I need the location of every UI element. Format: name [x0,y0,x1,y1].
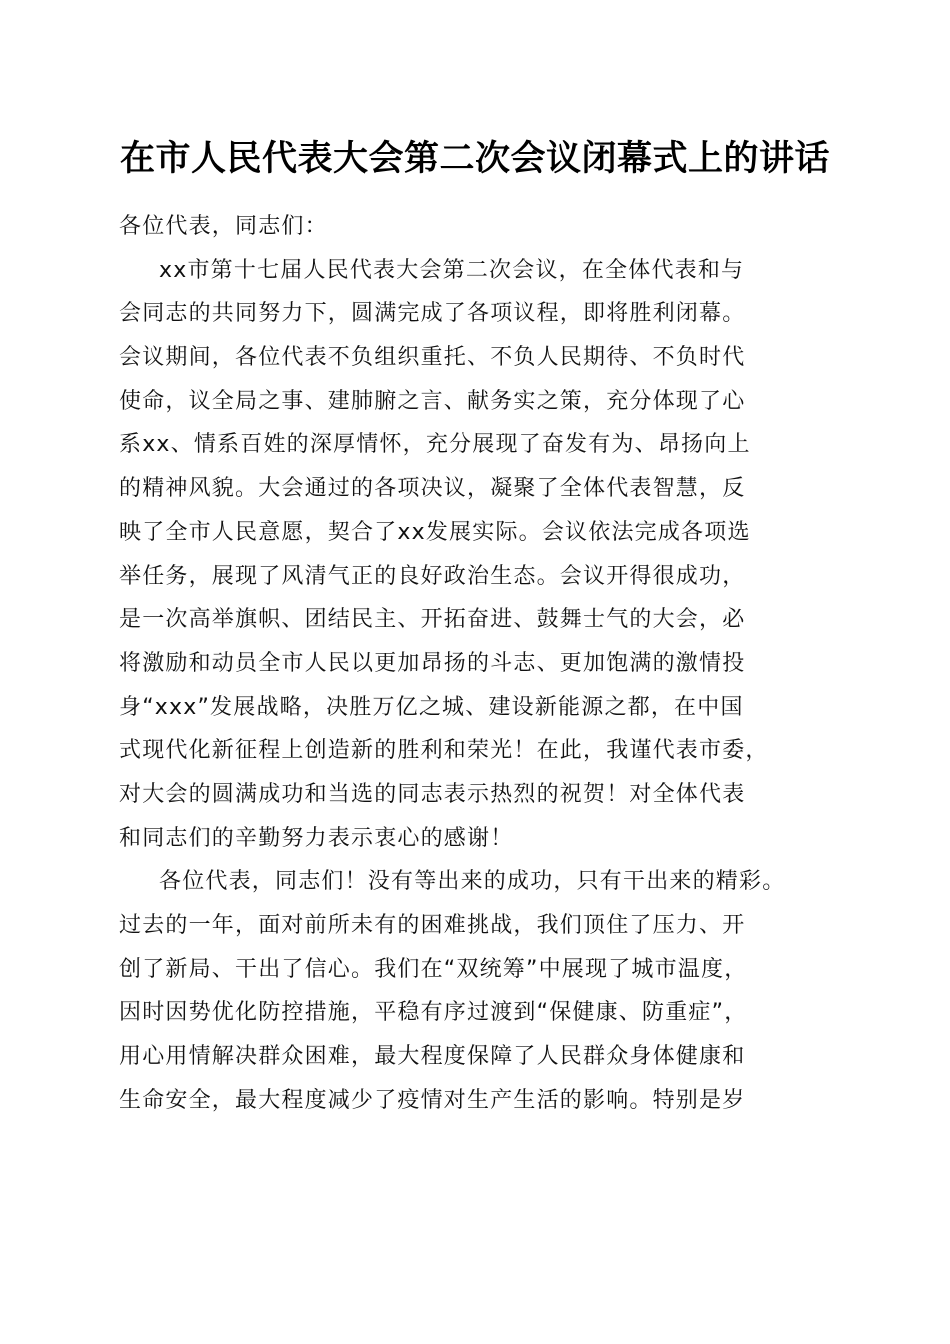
paragraph-1-line-9: 是一次高举旗帜、团结民主、开拓奋进、鼓舞士气的大会，必 [119,607,746,633]
paragraph-2-line-6: 生命安全，最大程度减少了疫情对生产生活的影响。特别是岁 [119,1087,746,1113]
paragraph-1-line-1: xx市第十七届人民代表大会第二次会议，在全体代表和与 [159,257,745,283]
paragraph-2-line-2: 过去的一年，面对前所未有的困难挑战，我们顶住了压力、开 [119,913,746,938]
paragraph-1-line-5: 系xx、情系百姓的深厚情怀，充分展现了奋发有为、昂扬向上 [119,432,751,458]
salutation: 各位代表，同志们： [119,214,328,239]
paragraph-1-line-4: 使命，议全局之事、建肺腑之言、献务实之策，充分体现了心 [119,388,746,414]
paragraph-2-line-5: 用心用情解决群众困难，最大程度保障了人民群众身体健康和 [119,1044,746,1070]
paragraph-1-line-14: 和同志们的辛勤努力表示衷心的感谢！ [119,825,514,851]
paragraph-2-line-3: 创了新局、干出了信心。我们在“双统筹”中展现了城市温度， [119,956,748,982]
paragraph-1-line-11: 身“xxx”发展战略，决胜万亿之城、建设新能源之都，在中国 [119,694,744,720]
paragraph-1-line-7: 映了全市人民意愿，契合了xx发展实际。会议依法完成各项选 [119,519,751,545]
paragraph-1-line-2: 会同志的共同努力下，圆满完成了各项议程，即将胜利闭幕。 [119,301,746,327]
document-body [119,205,839,1122]
document-title: 在市人民代表大会第二次会议闭幕式上的讲话 [119,138,830,179]
paragraph-1-line-6: 的精神风貌。大会通过的各项决议，凝聚了全体代表智慧，反 [119,476,746,502]
paragraph-1-line-13: 对大会的圆满成功和当选的同志表示热烈的祝贺！对全体代表 [119,781,746,807]
paragraph-1-line-8: 举任务，展现了风清气正的良好政治生态。会议开得很成功， [119,563,746,589]
paragraph-1-line-12: 式现代化新征程上创造新的胜利和荣光！在此，我谨代表市委， [119,738,769,764]
paragraph-1-line-3: 会议期间，各位代表不负组织重托、不负人民期待、不负时代 [119,345,746,371]
paragraph-1-line-10: 将激励和动员全市人民以更加昂扬的斗志、更加饱满的激情投 [119,650,746,676]
paragraph-2-line-4: 因时因势优化防控措施，平稳有序过渡到“保健康、防重症”， [119,1000,748,1026]
paragraph-2-line-1: 各位代表，同志们！没有等出来的成功，只有干出来的精彩。 [159,869,786,895]
